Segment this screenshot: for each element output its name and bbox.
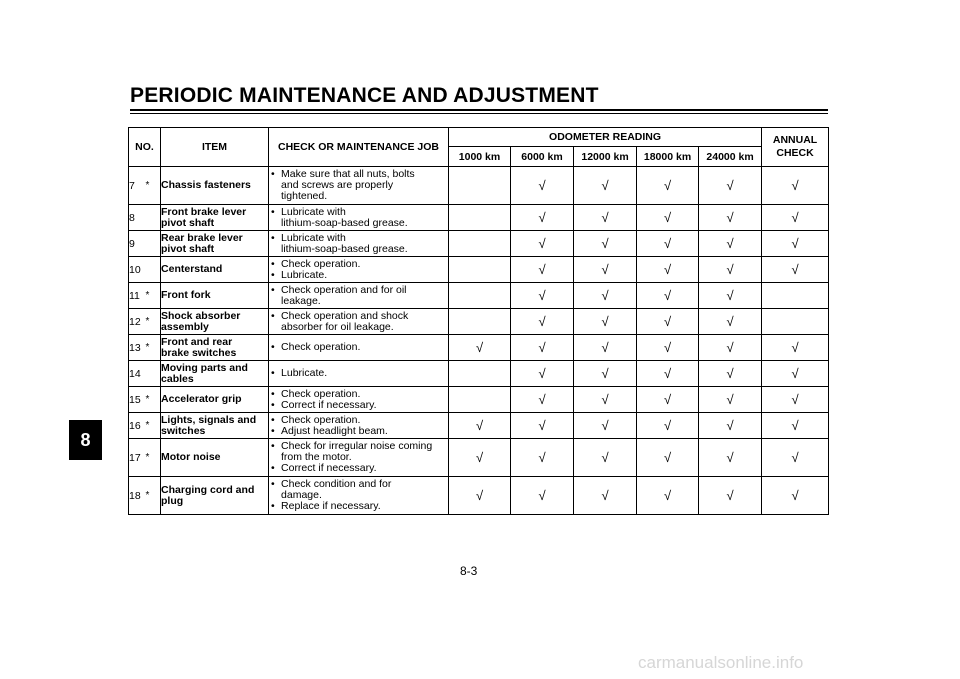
- annual-check-cell: [762, 257, 829, 283]
- check-mark-icon: √: [791, 450, 799, 465]
- row-number: 15: [129, 387, 146, 413]
- interval-check-cell: [511, 413, 574, 439]
- row-number: 8: [129, 205, 146, 231]
- check-mark-icon: √: [538, 392, 546, 407]
- interval-check-cell: [699, 283, 762, 309]
- row-item-line: cables: [161, 372, 194, 385]
- check-mark-icon: √: [538, 210, 546, 225]
- job-bullet-line: • Adjust headlight beam.: [269, 426, 448, 437]
- row-item-line: Moving parts and: [161, 361, 248, 374]
- job-bullet-line: • Lubricate.: [269, 270, 448, 281]
- job-bullet-line: • Check for irregular noise coming: [269, 441, 448, 452]
- header-km-6000: 6000 km: [511, 147, 574, 167]
- interval-check-cell: [637, 167, 699, 205]
- interval-check-cell: [574, 231, 637, 257]
- header-item: ITEM: [161, 128, 269, 167]
- row-asterisk: *: [146, 387, 161, 413]
- row-item-line: Centerstand: [161, 263, 223, 275]
- row-job: [269, 257, 449, 283]
- row-job: [269, 387, 449, 413]
- row-asterisk: *: [146, 477, 161, 515]
- job-bullet-line: • Check operation.: [269, 415, 448, 426]
- row-number: 18: [129, 477, 146, 515]
- annual-check-cell: [762, 205, 829, 231]
- header-annual-line1: ANNUAL: [772, 134, 818, 146]
- row-asterisk: *: [146, 439, 161, 477]
- title-rule-thin: [130, 113, 828, 114]
- row-number: 11: [129, 283, 146, 309]
- check-mark-icon: √: [601, 288, 609, 303]
- interval-check-cell: [449, 167, 511, 205]
- table-row: [129, 205, 829, 231]
- table-row: [129, 439, 829, 477]
- row-item-line: Motor noise: [161, 451, 221, 463]
- row-job: [269, 167, 449, 205]
- check-mark-icon: √: [663, 340, 672, 355]
- interval-check-cell: [511, 335, 574, 361]
- interval-check-cell: [574, 361, 637, 387]
- interval-check-cell: [511, 477, 574, 515]
- check-mark-icon: √: [791, 340, 799, 355]
- table-row: [129, 309, 829, 335]
- check-mark-icon: √: [791, 392, 799, 407]
- interval-check-cell: [637, 335, 699, 361]
- row-item: [161, 387, 269, 413]
- job-continuation-line: tightened.: [281, 190, 328, 202]
- interval-check-cell: [511, 439, 574, 477]
- row-item-line: pivot shaft: [161, 242, 215, 255]
- check-mark-icon: √: [726, 366, 734, 381]
- header-km-24000: 24000 km: [699, 147, 762, 167]
- table-row: [129, 335, 829, 361]
- annual-check-cell: [762, 361, 829, 387]
- header-odometer: ODOMETER READING: [449, 128, 762, 147]
- check-mark-icon: √: [726, 262, 734, 277]
- row-item-line: assembly: [161, 320, 209, 333]
- table-row: [129, 283, 829, 309]
- row-item: [161, 257, 269, 283]
- job-continuation-line: lithium-soap-based grease.: [281, 242, 408, 255]
- row-item-line: Front fork: [161, 289, 211, 301]
- check-mark-icon: √: [601, 418, 609, 433]
- interval-check-cell: [511, 283, 574, 309]
- check-mark-icon: √: [663, 288, 672, 303]
- interval-check-cell: [699, 309, 762, 335]
- row-item: [161, 167, 269, 205]
- table-row: [129, 387, 829, 413]
- row-job: [269, 205, 449, 231]
- check-mark-icon: √: [726, 314, 734, 329]
- job-bullet-line: • Check operation.: [269, 342, 448, 353]
- job-bullet-line: • Correct if necessary.: [269, 400, 448, 411]
- page-number: 8-3: [460, 564, 478, 578]
- row-number: 10: [129, 257, 146, 283]
- check-mark-icon: √: [726, 450, 734, 465]
- interval-check-cell: [699, 361, 762, 387]
- interval-check-cell: [699, 477, 762, 515]
- interval-check-cell: [449, 361, 511, 387]
- job-bullet-line: • Check operation.: [269, 259, 448, 270]
- annual-check-cell: [762, 167, 829, 205]
- check-mark-icon: √: [538, 488, 546, 503]
- row-item: [161, 361, 269, 387]
- interval-check-cell: [511, 387, 574, 413]
- maintenance-table: [128, 127, 829, 515]
- interval-check-cell: [449, 231, 511, 257]
- check-mark-icon: √: [726, 392, 734, 407]
- check-mark-icon: √: [475, 418, 484, 433]
- check-mark-icon: √: [538, 262, 546, 277]
- interval-check-cell: [637, 413, 699, 439]
- check-mark-icon: √: [601, 488, 609, 503]
- check-mark-icon: √: [601, 178, 609, 193]
- row-item-line: Charging cord and: [161, 483, 255, 496]
- row-number: 12: [129, 309, 146, 335]
- job-bullet-line: • Make sure that all nuts, bolts: [269, 169, 448, 180]
- row-item-line: Accelerator grip: [161, 393, 242, 405]
- row-asterisk: [146, 361, 161, 387]
- check-mark-icon: √: [475, 488, 484, 503]
- interval-check-cell: [699, 257, 762, 283]
- check-mark-icon: √: [726, 178, 734, 193]
- check-mark-icon: √: [538, 340, 546, 355]
- table-row: [129, 231, 829, 257]
- header-km-18000: 18000 km: [637, 147, 699, 167]
- check-mark-icon: √: [538, 236, 546, 251]
- row-item-line: switches: [161, 424, 206, 437]
- interval-check-cell: [637, 477, 699, 515]
- watermark: carmanualsonline.info: [638, 653, 804, 672]
- row-job: [269, 283, 449, 309]
- check-mark-icon: √: [663, 392, 672, 407]
- check-mark-icon: √: [791, 418, 799, 433]
- job-continuation-line: absorber for oil leakage.: [281, 320, 394, 333]
- interval-check-cell: [699, 387, 762, 413]
- row-asterisk: *: [146, 309, 161, 335]
- interval-check-cell: [511, 205, 574, 231]
- title-rule-thick: [130, 109, 828, 111]
- check-mark-icon: √: [538, 418, 546, 433]
- row-job: [269, 439, 449, 477]
- annual-check-cell: [762, 309, 829, 335]
- row-item: [161, 477, 269, 515]
- row-item: [161, 413, 269, 439]
- job-bullet-line: • Check operation.: [269, 389, 448, 400]
- table-row: [129, 361, 829, 387]
- row-asterisk: *: [146, 335, 161, 361]
- annual-check-cell: [762, 283, 829, 309]
- header-km-1000: 1000 km: [449, 147, 511, 167]
- interval-check-cell: [637, 205, 699, 231]
- row-number: 14: [129, 361, 146, 387]
- row-number: 13: [129, 335, 146, 361]
- interval-check-cell: [449, 439, 511, 477]
- check-mark-icon: √: [791, 210, 799, 225]
- job-bullet-line: • Check operation and for oil: [269, 285, 448, 296]
- row-item: [161, 231, 269, 257]
- interval-check-cell: [699, 205, 762, 231]
- interval-check-cell: [637, 257, 699, 283]
- check-mark-icon: √: [663, 210, 672, 225]
- interval-check-cell: [699, 167, 762, 205]
- check-mark-icon: √: [601, 262, 609, 277]
- annual-check-cell: [762, 231, 829, 257]
- check-mark-icon: √: [791, 236, 799, 251]
- check-mark-icon: √: [538, 366, 546, 381]
- check-mark-icon: √: [663, 450, 672, 465]
- interval-check-cell: [511, 309, 574, 335]
- row-asterisk: *: [146, 413, 161, 439]
- row-item: [161, 205, 269, 231]
- row-job: [269, 335, 449, 361]
- table-row: [129, 257, 829, 283]
- check-mark-icon: √: [791, 488, 799, 503]
- check-mark-icon: √: [791, 178, 799, 193]
- check-mark-icon: √: [601, 236, 609, 251]
- interval-check-cell: [511, 167, 574, 205]
- check-mark-icon: √: [601, 210, 609, 225]
- row-item-line: Lights, signals and: [161, 413, 257, 426]
- interval-check-cell: [449, 205, 511, 231]
- check-mark-icon: √: [601, 392, 609, 407]
- annual-check-cell: [762, 335, 829, 361]
- job-bullet-line: • Check condition and for: [269, 479, 448, 490]
- check-mark-icon: √: [726, 340, 734, 355]
- interval-check-cell: [574, 167, 637, 205]
- interval-check-cell: [449, 309, 511, 335]
- table-body: [129, 167, 829, 515]
- row-item-line: pivot shaft: [161, 216, 215, 229]
- check-mark-icon: √: [726, 236, 734, 251]
- check-mark-icon: √: [726, 418, 734, 433]
- check-mark-icon: √: [663, 314, 672, 329]
- row-job: [269, 477, 449, 515]
- check-mark-icon: √: [538, 178, 546, 193]
- interval-check-cell: [449, 477, 511, 515]
- row-asterisk: [146, 205, 161, 231]
- row-item-line: Shock absorber: [161, 309, 241, 322]
- job-continuation-line: from the motor.: [281, 451, 352, 463]
- header-km-12000: 12000 km: [574, 147, 637, 167]
- interval-check-cell: [637, 231, 699, 257]
- check-mark-icon: √: [601, 340, 609, 355]
- check-mark-icon: √: [791, 366, 799, 381]
- check-mark-icon: √: [663, 236, 672, 251]
- table-row: [129, 413, 829, 439]
- row-item-line: Front brake lever: [161, 205, 247, 218]
- check-mark-icon: √: [601, 366, 609, 381]
- interval-check-cell: [574, 413, 637, 439]
- row-job: [269, 361, 449, 387]
- row-item-line: brake switches: [161, 346, 237, 359]
- row-number: 17: [129, 439, 146, 477]
- header-annual-line2: CHECK: [776, 147, 814, 159]
- check-mark-icon: √: [475, 450, 484, 465]
- interval-check-cell: [511, 257, 574, 283]
- check-mark-icon: √: [663, 418, 672, 433]
- row-item: [161, 283, 269, 309]
- row-item: [161, 309, 269, 335]
- job-bullet-line: • Correct if necessary.: [269, 463, 448, 474]
- check-mark-icon: √: [726, 210, 734, 225]
- header-annual: [762, 128, 829, 167]
- annual-check-cell: [762, 413, 829, 439]
- row-item-line: Rear brake lever: [161, 231, 243, 244]
- job-bullet-line: • Replace if necessary.: [269, 501, 448, 512]
- row-number: 16: [129, 413, 146, 439]
- interval-check-cell: [637, 361, 699, 387]
- page-title: PERIODIC MAINTENANCE AND ADJUSTMENT: [130, 84, 599, 107]
- check-mark-icon: √: [663, 488, 672, 503]
- job-bullet-line: • Check operation and shock: [269, 311, 448, 322]
- check-mark-icon: √: [663, 262, 672, 277]
- interval-check-cell: [574, 309, 637, 335]
- check-mark-icon: √: [601, 314, 609, 329]
- check-mark-icon: √: [538, 288, 546, 303]
- row-item-line: Chassis fasteners: [161, 179, 251, 191]
- interval-check-cell: [449, 283, 511, 309]
- row-number: 9: [129, 231, 146, 257]
- job-continuation-line: leakage.: [281, 294, 321, 307]
- check-mark-icon: √: [663, 178, 672, 193]
- interval-check-cell: [574, 205, 637, 231]
- interval-check-cell: [449, 387, 511, 413]
- check-mark-icon: √: [538, 314, 546, 329]
- check-mark-icon: √: [791, 262, 799, 277]
- job-continuation-line: damage.: [281, 489, 322, 501]
- chapter-tab: 8: [69, 420, 102, 460]
- row-item-line: Front and rear: [161, 335, 233, 348]
- interval-check-cell: [574, 387, 637, 413]
- row-number: 7: [129, 167, 146, 205]
- row-asterisk: [146, 231, 161, 257]
- check-mark-icon: √: [601, 450, 609, 465]
- interval-check-cell: [511, 231, 574, 257]
- header-job: CHECK OR MAINTENANCE JOB: [269, 128, 449, 167]
- interval-check-cell: [699, 335, 762, 361]
- interval-check-cell: [449, 257, 511, 283]
- interval-check-cell: [449, 335, 511, 361]
- interval-check-cell: [699, 439, 762, 477]
- header-no: NO.: [129, 128, 161, 167]
- check-mark-icon: √: [475, 340, 484, 355]
- row-asterisk: *: [146, 283, 161, 309]
- row-job: [269, 309, 449, 335]
- row-asterisk: *: [146, 167, 161, 205]
- job-continuation-line: lithium-soap-based grease.: [281, 216, 408, 229]
- annual-check-cell: [762, 477, 829, 515]
- check-mark-icon: √: [726, 488, 734, 503]
- table-row: [129, 167, 829, 205]
- interval-check-cell: [574, 257, 637, 283]
- check-mark-icon: √: [726, 288, 734, 303]
- interval-check-cell: [637, 309, 699, 335]
- job-bullet-line: • Lubricate with: [269, 233, 448, 244]
- row-item-line: plug: [161, 494, 184, 507]
- interval-check-cell: [637, 439, 699, 477]
- check-mark-icon: √: [663, 366, 672, 381]
- interval-check-cell: [511, 361, 574, 387]
- interval-check-cell: [574, 283, 637, 309]
- interval-check-cell: [574, 477, 637, 515]
- check-mark-icon: √: [538, 450, 546, 465]
- interval-check-cell: [637, 283, 699, 309]
- row-item: [161, 439, 269, 477]
- interval-check-cell: [699, 231, 762, 257]
- row-asterisk: [146, 257, 161, 283]
- row-item: [161, 335, 269, 361]
- table-row: [129, 477, 829, 515]
- row-job: [269, 413, 449, 439]
- job-bullet-line: • Lubricate.: [269, 368, 448, 379]
- interval-check-cell: [574, 439, 637, 477]
- interval-check-cell: [699, 413, 762, 439]
- interval-check-cell: [574, 335, 637, 361]
- row-job: [269, 231, 449, 257]
- job-continuation-line: and screws are properly: [281, 179, 394, 191]
- interval-check-cell: [637, 387, 699, 413]
- annual-check-cell: [762, 387, 829, 413]
- job-bullet-line: • Lubricate with: [269, 207, 448, 218]
- annual-check-cell: [762, 439, 829, 477]
- interval-check-cell: [449, 413, 511, 439]
